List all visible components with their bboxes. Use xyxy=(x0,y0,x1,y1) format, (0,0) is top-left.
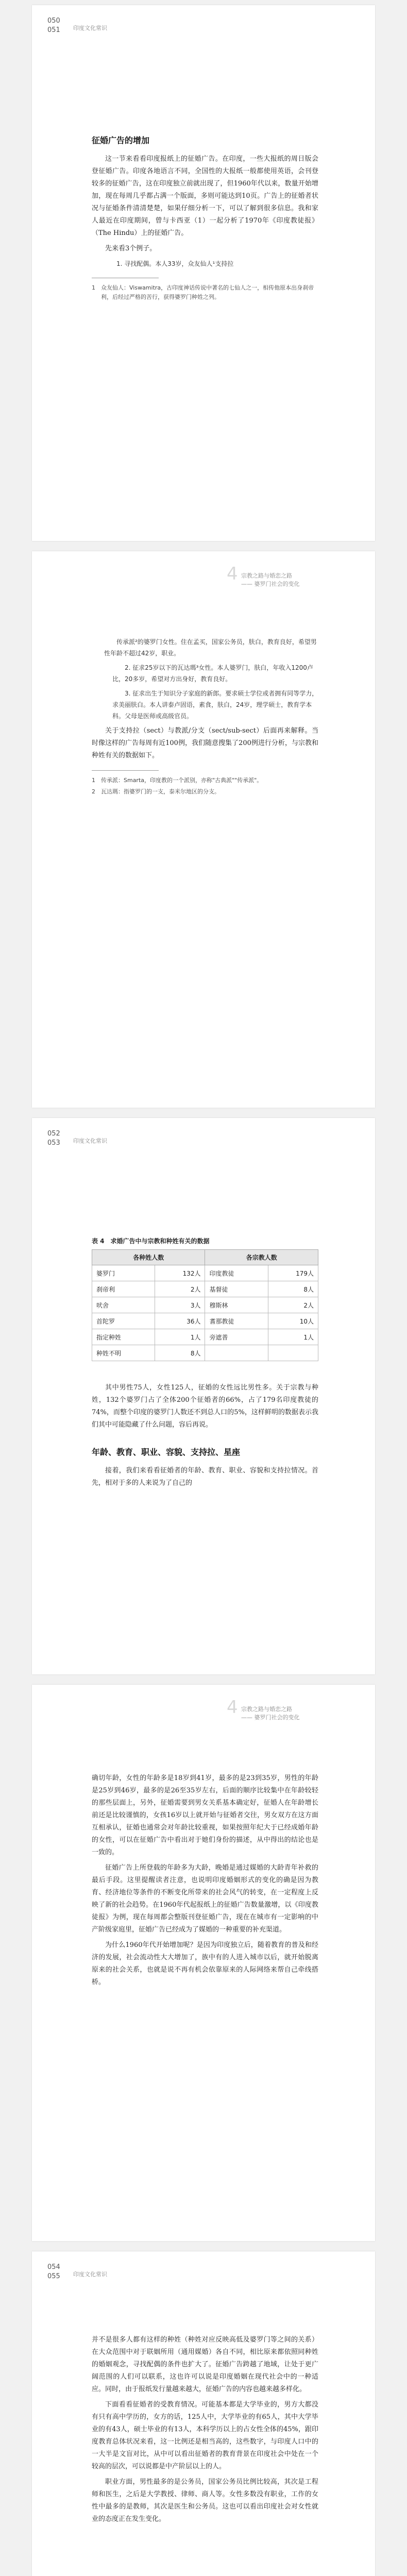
table-cell: 3人 xyxy=(155,1297,205,1313)
paragraph: 征婚广告上所登载的年龄多为大龄，晚婚是通过媒婚的大龄青年补救的最后手段。这里提醒读者注意，也说明印度婚姻形式的变化的确是因为教育、经济地位等条件的不断变化所带来的社会风气的转变，在一定程度上反映了新的社会趋势。在1960年代起报纸上的征婚广告数量激增，以《印度教徒报》为例，现在每周都会整版刊登征婚广告，现在在城市有一定影响的中产阶级家庭里，征婚广告已经成为了媒婚的一种重要的补充渠道。 xyxy=(92,1864,318,1934)
right-page-number: 055 xyxy=(47,2273,60,2280)
table-cell: 种姓不明 xyxy=(92,1345,155,1361)
table-cell: 2人 xyxy=(155,1281,205,1297)
example-item: 2. 征求25岁以下的瓦达瑪³女性。本人婆罗门，肤白，年收入1200卢比，20多岁，希望对方出身好，教育良好。 xyxy=(112,664,313,683)
table-cell: 刹帝利 xyxy=(92,1281,155,1297)
table-cell: 1人 xyxy=(268,1329,318,1345)
page-5 xyxy=(32,2251,375,2576)
table-row xyxy=(92,1313,318,1329)
left-page-number: 054 xyxy=(47,2263,60,2271)
chapter-title-line2: —— 婆罗门社会的变化 xyxy=(241,581,300,587)
page-3 xyxy=(32,1118,375,1674)
chapter-title-line2: —— 婆罗门社会的变化 xyxy=(241,1714,300,1721)
table-row xyxy=(92,1265,318,1281)
page-4 xyxy=(32,1685,375,2241)
table-cell: 179人 xyxy=(268,1265,318,1281)
left-page-number: 050 xyxy=(47,17,60,25)
paragraph: 为什么1960年代开始增加呢？是因为印度独立后，随着教育的普及和经济的发展，社会流动性大大增加了，族中有的人进入城市以后，就开始脱离原来的社会关系，也就是说不再有机会依靠原来的人际网络来帮自己牵线搭桥。 xyxy=(92,1941,318,1986)
running-head-book-title: 印度文化常识 xyxy=(73,25,107,31)
section-body xyxy=(92,1772,318,1992)
paragraph: 这一节来看看印度报纸上的征婚广告。在印度，一些大报纸的周日版会登征婚广告。印度各地语言不同，全国性的大报纸一般都使用英语，会刊登较多的征婚广告，这在印度独立前就出现了，但1960年代以来，数量开始增加，现在每周几乎都占满一个版面，多则可能达到10页。广告上的征婚者状况与征婚条件清清楚楚，如果仔细分析一下，可以了解到很多信息。我和家人最近在印度期间，曾与卡西亚（1）一起分析了1970年《印度教徒报》（The Hindu）上的征婚广告。 xyxy=(92,155,318,237)
section-body xyxy=(92,134,318,304)
paragraph: 下面看看征婚者的受教育情况。可能基本都是大学毕业的，男方大都没有只有高中学历的，女方的话，125人中，大学毕业的有65人，其中大学毕业的有43人，硕士毕业的有13人，本科学历以上的占女性全体的45%，跟印度教育总体状况来看，这一比例还是相当高的，这些数字，与印度人口中的一大半是文盲对比，从中可以看出征婚者的教育背景在印度社会中处在一个较高的层次，可以说都是中产阶层以上的人。 xyxy=(92,2401,318,2470)
table-cell: 8人 xyxy=(155,1345,205,1361)
example-item: 传承派²的婆罗门女性。住在孟买，国家公务员，肤白，教育良好，希望男性年龄不超过42岁，职业。 xyxy=(104,638,317,657)
table-cell: 首陀罗 xyxy=(92,1313,155,1329)
example-item: 1. 寻找配偶。本人33岁，众友仙人¹支持拉 xyxy=(116,260,234,267)
page-numbers xyxy=(47,1129,60,1148)
right-page-number: 051 xyxy=(47,26,60,34)
table-cell xyxy=(205,1345,268,1361)
running-head-book-title: 印度文化常识 xyxy=(73,2271,107,2278)
column-header: 各种姓人数 xyxy=(92,1250,205,1265)
section-body xyxy=(92,636,318,799)
table-cell: 耆那教徒 xyxy=(205,1313,268,1329)
table-cell: 2人 xyxy=(268,1297,318,1313)
table-row xyxy=(92,1297,318,1313)
section-title: 年龄、教育、职业、容貌、支持拉、星座 xyxy=(92,1447,241,1457)
table-row xyxy=(92,1345,318,1361)
chapter-number: 4 xyxy=(227,1697,238,1718)
table-cell: 基督徒 xyxy=(205,1281,268,1297)
table-cell: 8人 xyxy=(268,1281,318,1297)
right-page-number: 053 xyxy=(47,1139,60,1147)
paragraph: 接着，我们来看看征婚者的年龄、教育、职业、容貌和支持拉情况。首先，相对于多的人来说为了自己的 xyxy=(92,1467,318,1487)
table-cell: 婆罗门 xyxy=(92,1265,155,1281)
section-title: 征婚广告的增加 xyxy=(92,135,150,145)
table-cell: 36人 xyxy=(155,1313,205,1329)
paragraph: 先来看3个例子。 xyxy=(105,245,157,252)
table-cell: 指定种姓 xyxy=(92,1329,155,1345)
table-title: 表 4 求婚广告中与宗教和种姓有关的数据 xyxy=(92,1238,210,1245)
page-numbers xyxy=(47,16,60,35)
chapter-number: 4 xyxy=(227,564,238,584)
paragraph: 其中男性75人，女性125人，征婚的女性远比男性多。关于宗教与种姓，132个婆罗门占了全体200个征婚者的66%，占了179名印度教徒的74%，而整个印度的婆罗门人数还不到总人口的5%，这样鲜明的数据表示我们其中可能隐藏了什么问题，容后再说。 xyxy=(92,1384,318,1429)
running-head-book-title: 印度文化常识 xyxy=(73,1138,107,1144)
footnote-divider xyxy=(92,770,159,771)
left-page-number: 052 xyxy=(47,1130,60,1138)
footnote: 1 传承派：Smarta，印度教的一个派别，亦称"古典派""传承派"。 xyxy=(92,777,263,784)
table-cell: 132人 xyxy=(155,1265,205,1281)
running-head-chapter xyxy=(227,1697,354,1722)
table-row xyxy=(92,1281,318,1297)
footnote: 1 众友仙人：Viswamitra，古印度神话传说中著名的七仙人之一，相传他原本出身刹帝利，后经过严格的苦行，获得婆罗门种姓之列。 xyxy=(92,284,314,300)
caste-religion-table xyxy=(92,1249,318,1361)
example-item: 3. 征求出生于知识分子家庭的新郎。要求硕士学位或者拥有同等学力，求美丽肤白。本人讲泰卢固语，素食，肤白，24岁，理学硕士，教育学本科。父母是医师或高级官员。 xyxy=(112,690,318,720)
table-cell xyxy=(268,1345,318,1361)
paragraph: 关于支持拉（sect）与教派/分支（sect/sub-sect）后面再来解释。当时像这样的广告每周有近100例，我们随意搜集了200例进行分析，与宗教和种姓有关的数据如下。 xyxy=(92,727,318,759)
table-header-row xyxy=(92,1250,318,1265)
page-1 xyxy=(32,5,375,541)
page-2 xyxy=(32,551,375,1108)
page-numbers xyxy=(47,2263,60,2281)
table-row xyxy=(92,1329,318,1345)
running-head-chapter xyxy=(227,564,354,588)
table-cell: 10人 xyxy=(268,1313,318,1329)
chapter-title-line1: 宗教之路与婚恋之路 xyxy=(241,572,292,579)
chapter-title-line1: 宗教之路与婚恋之路 xyxy=(241,1706,292,1713)
paragraph: 职业方面，男性最多的是公务员，国家公务员比例比较高，其次是工程师和医生，之后是大学教授、律师、商人等。女性多数没有职业，工作的女性中最多的是教师，其次是医生和公务员。这也可以看出印度社会对女性就业的态度正在发生变化。 xyxy=(92,2478,318,2523)
table-cell: 旁遮普 xyxy=(205,1329,268,1345)
table-cell: 穆斯林 xyxy=(205,1297,268,1313)
paragraph: 确切年龄，女性的年龄多是18岁到41岁，最多的是23到35岁，男性的年龄是25岁到46岁，最多的是26至35岁左右，后面的顺序比较集中在年龄较轻的那些层面上，另外，征婚需要到男女关系基本确定好，征婚人在年龄增长前还是比较谨慎的，女孩16岁以上就开始与征婚者交往，男女双方在这方面互相承认，征婚也通常会对年龄比较重视，如果按照年纪大于已经成婚年龄的女性，可以在征婚广告中看出对于她们身份的描述，从中得出的结论也是一致的。 xyxy=(92,1774,318,1856)
table-cell: 吠舍 xyxy=(92,1297,155,1313)
column-header: 各宗教人数 xyxy=(205,1250,318,1265)
section-body xyxy=(92,1236,318,1493)
footnote: 2 瓦达瑪：指婆罗门的一支，泰米尔地区的分支。 xyxy=(92,788,220,795)
section-body xyxy=(92,2334,318,2529)
table-cell: 印度教徒 xyxy=(205,1265,268,1281)
paragraph: 并不是很多人都有这样的种姓（种姓对应反映高低及婆罗门等之间的关系）在大众范围中对于联姻所用（通用媒婚）各自不同，相比原来都依照同种姓的婚姻观念，寻找配偶的条件也扩大了。征婚广告跨越了地域，让处于更广阔范围的人们可以联系，这也许可以说是印度婚姻在现代社会中的一种适应。同时，由于报纸发行量越来越大，征婚广告的内容也越来越多样化。 xyxy=(92,2336,318,2393)
table-cell: 1人 xyxy=(155,1329,205,1345)
